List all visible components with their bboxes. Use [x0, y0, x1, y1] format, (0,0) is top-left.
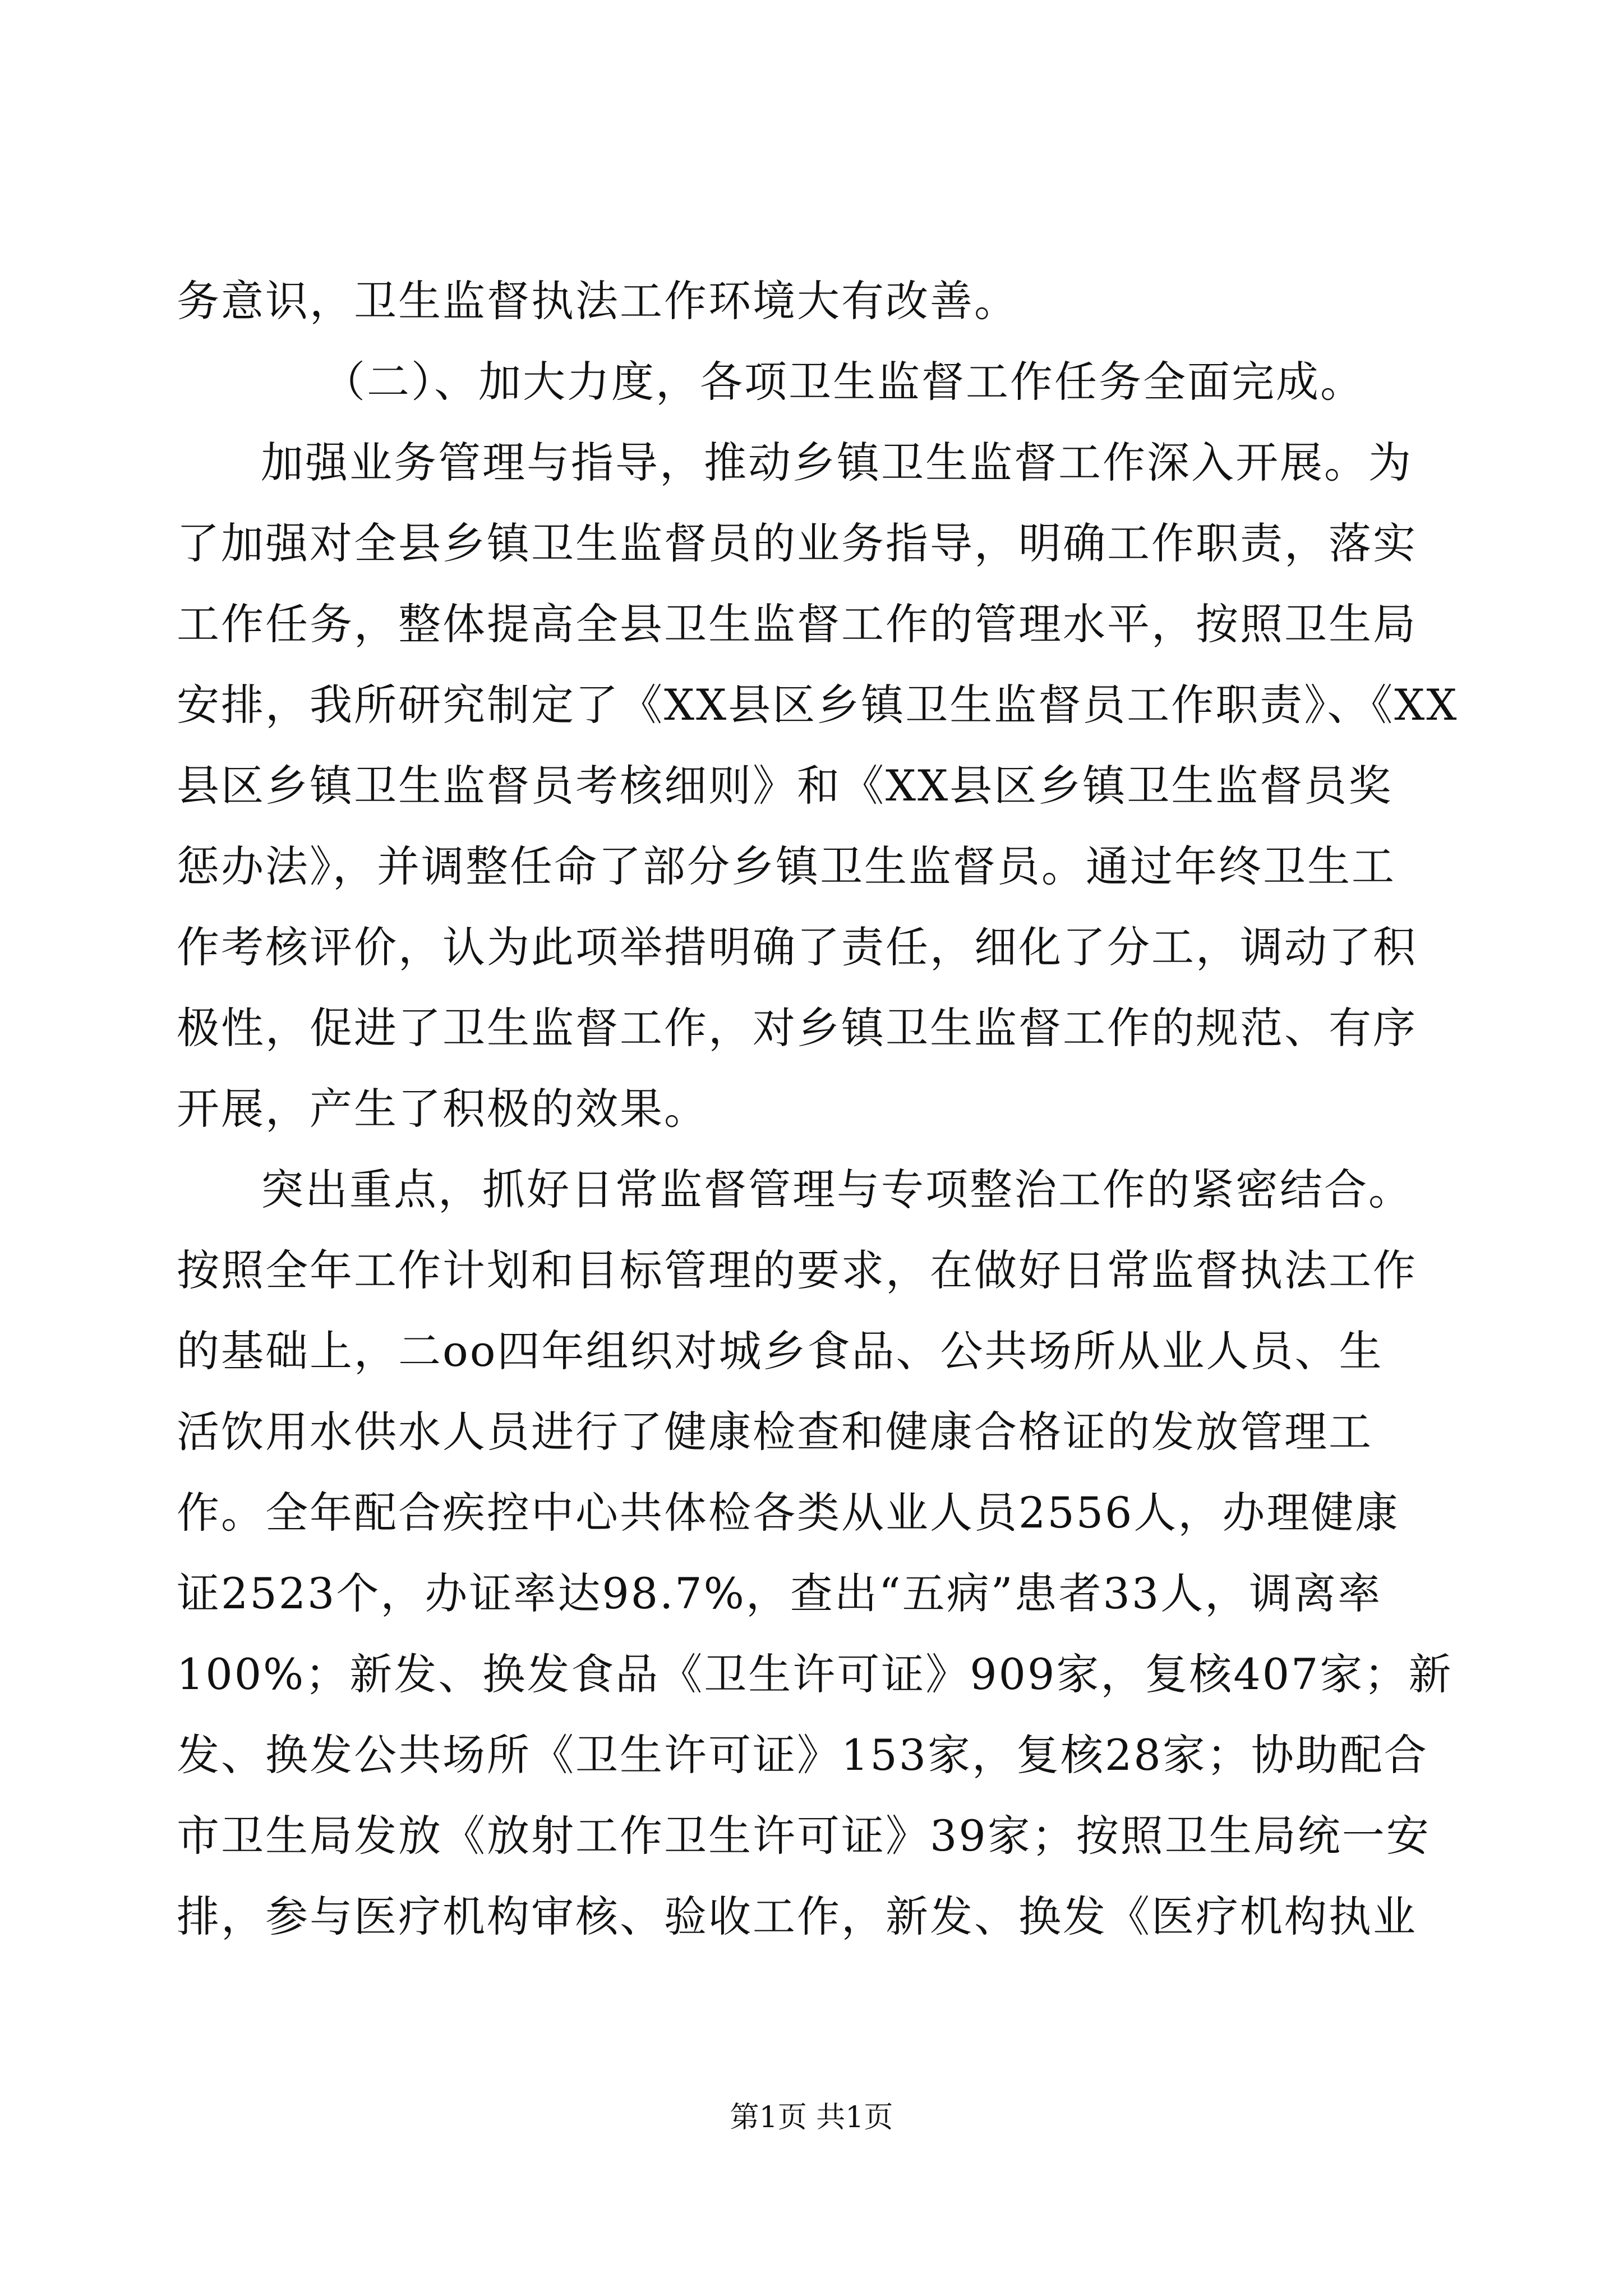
text-line: 开展，产生了积极的效果。 [177, 1084, 708, 1134]
text-line: 安排，我所研究制定了《XX县区乡镇卫生监督员工作职责》、《XX [177, 680, 1459, 730]
text-line: 作。全年配合疾控中心共体检各类从业人员2556人，办理健康 [177, 1488, 1400, 1538]
text-line: 的基础上，二oo四年组织对城乡食品、公共场所从业人员、生 [177, 1326, 1384, 1376]
text-line: 市卫生局发放《放射工作卫生许可证》39家；按照卫生局统一安 [177, 1811, 1431, 1861]
text-line: 了加强对全县乡镇卫生监督员的业务指导，明确工作职责，落实 [177, 518, 1417, 568]
text-line: 工作任务，整体提高全县卫生监督工作的管理水平，按照卫生局 [177, 599, 1417, 649]
text-line: 务意识，卫生监督执法工作环境大有改善。 [177, 276, 1018, 326]
text-line: 突出重点，抓好日常监督管理与专项整治工作的紧密结合。 [261, 1165, 1413, 1214]
text-line: 证2523个，办证率达98.7%，查出“五病”患者33人，调离率 [177, 1568, 1382, 1618]
text-line: 作考核评价，认为此项举措明确了责任，细化了分工，调动了积 [177, 922, 1417, 972]
page-footer [0, 2098, 1623, 2137]
text-line: 活饮用水供水人员进行了健康检查和健康合格证的发放管理工 [177, 1407, 1373, 1457]
text-line: 排，参与医疗机构审核、验收工作，新发、换发《医疗机构执业 [177, 1892, 1417, 1941]
text-line: 极性，促进了卫生监督工作，对乡镇卫生监督工作的规范、有序 [177, 1003, 1417, 1053]
text-line: 惩办法》，并调整任命了部分乡镇卫生监督员。通过年终卫生工 [177, 841, 1396, 891]
page-number-label: 第1页 共1页 [730, 2101, 893, 2134]
text-line: 按照全年工作计划和目标管理的要求，在做好日常监督执法工作 [177, 1245, 1417, 1295]
text-line: 100%；新发、换发食品《卫生许可证》909家，复核407家；新 [177, 1649, 1453, 1699]
text-line: 发、换发公共场所《卫生许可证》153家，复核28家；协助配合 [177, 1730, 1428, 1780]
text-line: 加强业务管理与指导，推动乡镇卫生监督工作深入开展。为 [261, 438, 1413, 487]
document-body [177, 261, 1459, 1957]
section-heading: （二）、加大力度，各项卫生监督工作任务全面完成。 [322, 357, 1364, 407]
text-line: 县区乡镇卫生监督员考核细则》和《XX县区乡镇卫生监督员奖 [177, 761, 1393, 811]
